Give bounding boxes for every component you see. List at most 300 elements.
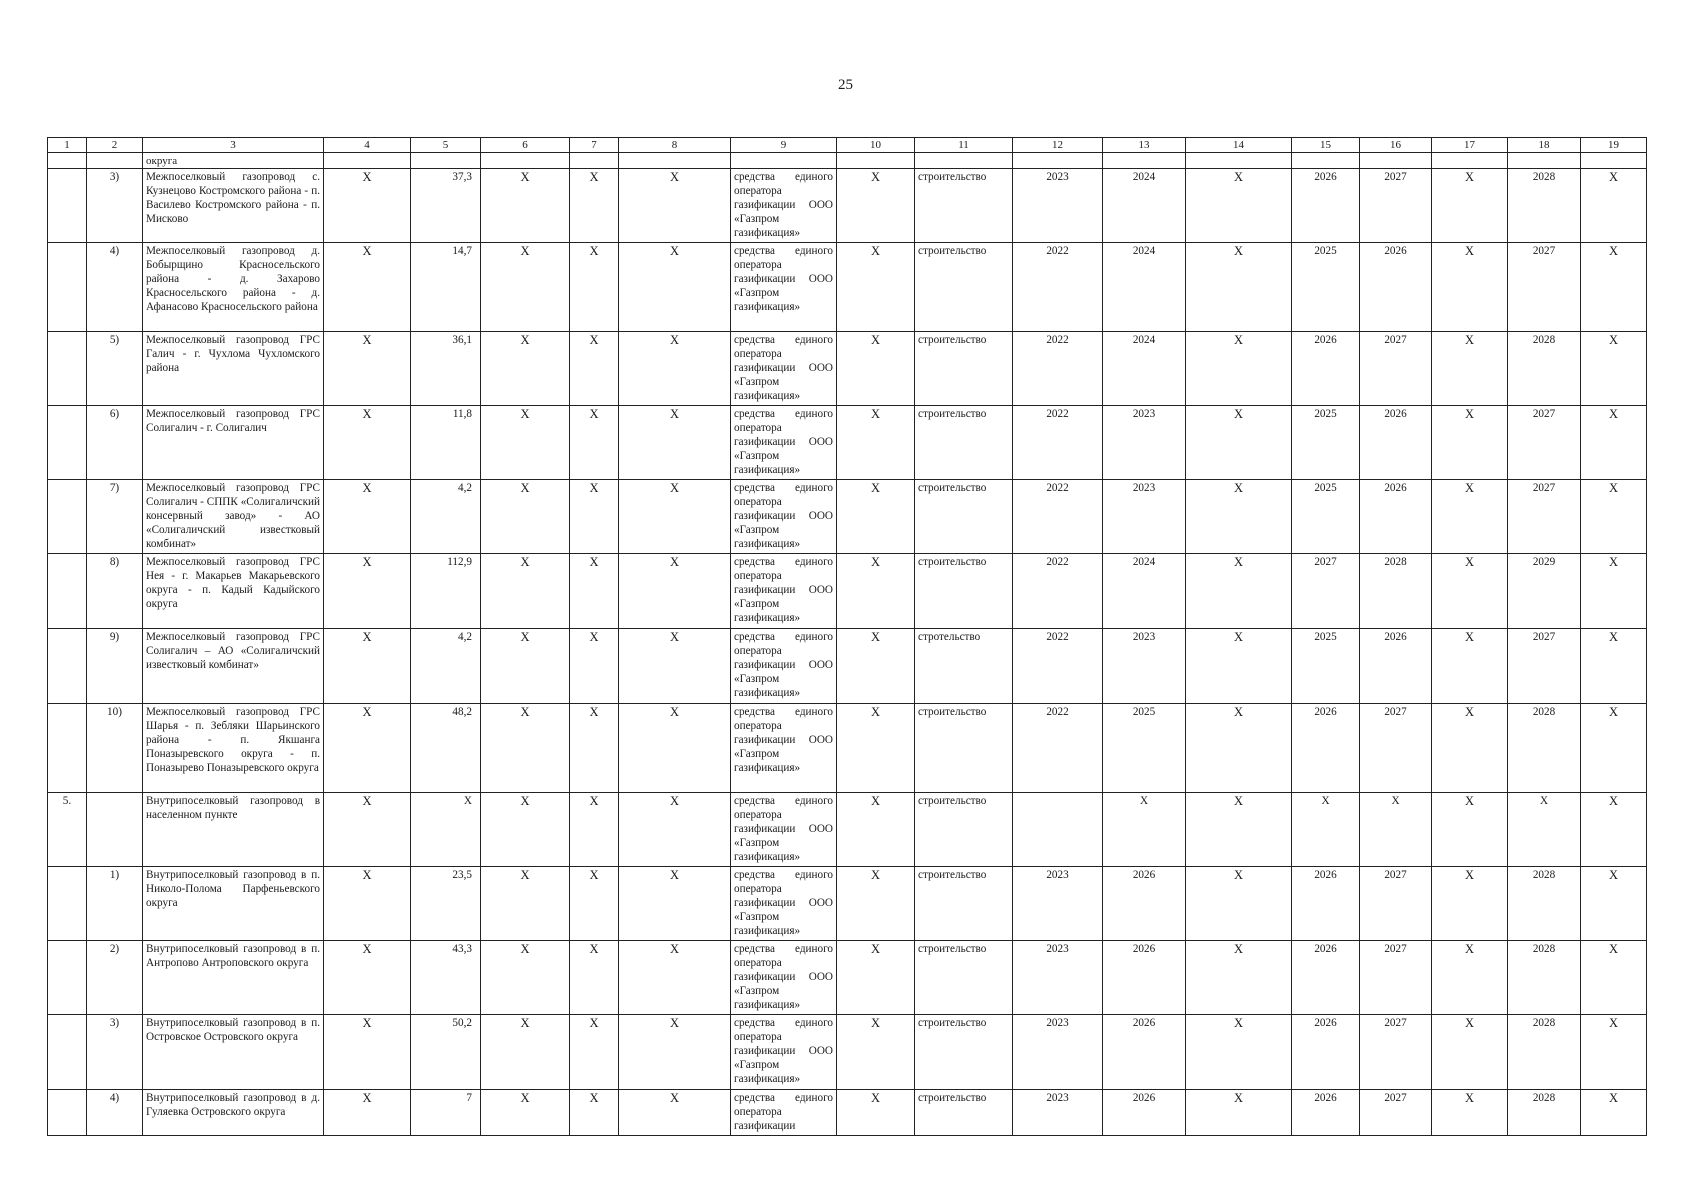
table-cell-col-7: Х (570, 941, 619, 1015)
table-cell-col-14: Х (1186, 554, 1292, 629)
table-row (48, 629, 1647, 704)
continuation-cell-14 (1186, 153, 1292, 169)
table-cell-col-19: Х (1581, 941, 1647, 1015)
table-cell-col-5: 23,5 (411, 867, 481, 941)
table-cell-col-11: строительство (915, 941, 1013, 1015)
table-cell-col-7: Х (570, 867, 619, 941)
table-cell-col-2: 2) (87, 941, 143, 1015)
table-cell-col-9: средства единого оператора газификации ООО «Газпром газификация» (731, 941, 837, 1015)
table-cell-col-12: 2023 (1013, 867, 1103, 941)
table-cell-col-4: Х (324, 243, 411, 332)
table-cell-col-10: Х (837, 867, 915, 941)
table-cell-col-11: строительство (915, 1015, 1013, 1090)
table-cell-col-18: 2028 (1508, 1015, 1581, 1090)
table-cell-col-12: 2022 (1013, 480, 1103, 554)
table-cell-col-7: Х (570, 243, 619, 332)
table-cell-col-6: Х (481, 704, 570, 793)
table-cell-col-12: 2022 (1013, 704, 1103, 793)
table-cell-col-18: 2028 (1508, 332, 1581, 406)
table-cell-col-7: Х (570, 1015, 619, 1090)
table-cell-col-15: 2025 (1292, 406, 1360, 480)
table-row (48, 406, 1647, 480)
table-cell-col-16: 2028 (1360, 554, 1432, 629)
table-cell-col-5: Х (411, 793, 481, 867)
table-cell-col-4: Х (324, 480, 411, 554)
table-row (48, 169, 1647, 243)
table-cell-col-15: 2025 (1292, 629, 1360, 704)
table-cell-col-15: 2025 (1292, 243, 1360, 332)
continuation-cell-17 (1432, 153, 1508, 169)
column-header-5: 5 (411, 138, 481, 153)
table-cell-col-14: Х (1186, 941, 1292, 1015)
table-cell-col-19: Х (1581, 480, 1647, 554)
continuation-cell-3: округа (143, 153, 324, 169)
column-header-12: 12 (1013, 138, 1103, 153)
table-cell-col-13: 2023 (1103, 480, 1186, 554)
table-cell-col-1 (48, 554, 87, 629)
table-cell-col-5: 36,1 (411, 332, 481, 406)
table-cell-col-2: 9) (87, 629, 143, 704)
column-header-15: 15 (1292, 138, 1360, 153)
continuation-cell-15 (1292, 153, 1360, 169)
table-cell-col-7: Х (570, 629, 619, 704)
table-cell-col-1 (48, 169, 87, 243)
table-cell-col-2: 6) (87, 406, 143, 480)
table-cell-col-16: 2027 (1360, 169, 1432, 243)
table-cell-col-17: Х (1432, 629, 1508, 704)
continuation-cell-10 (837, 153, 915, 169)
table-cell-col-9: средства единого оператора газификации ООО «Газпром газификация» (731, 406, 837, 480)
table-cell-col-17: Х (1432, 941, 1508, 1015)
table-cell-col-11: строительство (915, 406, 1013, 480)
table-cell-col-6: Х (481, 554, 570, 629)
table-cell-col-3: Внутрипоселковый газопровод в п. Антропово Антроповского округа (143, 941, 324, 1015)
table-cell-col-19: Х (1581, 1015, 1647, 1090)
continuation-cell-4 (324, 153, 411, 169)
table-cell-col-6: Х (481, 169, 570, 243)
table-cell-col-9: средства единого оператора газификации ООО «Газпром газификация» (731, 1015, 837, 1090)
table-cell-col-5: 43,3 (411, 941, 481, 1015)
continuation-cell-5 (411, 153, 481, 169)
table-cell-col-12: 2023 (1013, 1090, 1103, 1136)
table-cell-col-11: строительство (915, 554, 1013, 629)
table-cell-col-3: Внутрипоселковый газопровод в населенном пункте (143, 793, 324, 867)
table-cell-col-8: Х (619, 867, 731, 941)
table-cell-col-2: 10) (87, 704, 143, 793)
table-cell-col-1 (48, 243, 87, 332)
table-cell-col-3: Межпоселковый газопровод ГРС Галич - г. Чухлома Чухломского района (143, 332, 324, 406)
table-cell-col-5: 11,8 (411, 406, 481, 480)
table-cell-col-10: Х (837, 332, 915, 406)
table-cell-col-15: Х (1292, 793, 1360, 867)
table-cell-col-14: Х (1186, 793, 1292, 867)
column-header-1: 1 (48, 138, 87, 153)
column-header-13: 13 (1103, 138, 1186, 153)
table-cell-col-17: Х (1432, 793, 1508, 867)
table-cell-col-2: 1) (87, 867, 143, 941)
table-cell-col-9: средства единого оператора газификации ООО «Газпром газификация» (731, 867, 837, 941)
header-row (48, 138, 1647, 153)
table-cell-col-17: Х (1432, 243, 1508, 332)
table-cell-col-15: 2026 (1292, 1090, 1360, 1136)
table-row (48, 554, 1647, 629)
table-cell-col-9: средства единого оператора газификации ООО «Газпром газификация» (731, 480, 837, 554)
table-cell-col-10: Х (837, 554, 915, 629)
table-cell-col-4: Х (324, 793, 411, 867)
table-cell-col-7: Х (570, 332, 619, 406)
table-cell-col-3: Внутрипоселковый газопровод в п. Николо-Полома Парфеньевского округа (143, 867, 324, 941)
table-cell-col-8: Х (619, 332, 731, 406)
table-cell-col-17: Х (1432, 704, 1508, 793)
continuation-cell-1 (48, 153, 87, 169)
column-header-18: 18 (1508, 138, 1581, 153)
table-cell-col-3: Межпоселковый газопровод ГРС Солигалич - СППК «Солигаличский консервный завод» - АО «Солигаличский известковый комбинат» (143, 480, 324, 554)
table-cell-col-13: 2026 (1103, 1090, 1186, 1136)
table-cell-col-18: 2028 (1508, 1090, 1581, 1136)
table-cell-col-1 (48, 480, 87, 554)
table-cell-col-8: Х (619, 169, 731, 243)
continuation-cell-8 (619, 153, 731, 169)
continuation-cell-12 (1013, 153, 1103, 169)
table-cell-col-9: средства единого оператора газификации ООО «Газпром газификация» (731, 629, 837, 704)
table-cell-col-1 (48, 941, 87, 1015)
table-cell-col-7: Х (570, 1090, 619, 1136)
table-cell-col-4: Х (324, 1090, 411, 1136)
table-cell-col-8: Х (619, 793, 731, 867)
table-row (48, 941, 1647, 1015)
table-cell-col-2: 8) (87, 554, 143, 629)
table-cell-col-10: Х (837, 941, 915, 1015)
table-cell-col-17: Х (1432, 169, 1508, 243)
table-cell-col-19: Х (1581, 1090, 1647, 1136)
table-cell-col-19: Х (1581, 243, 1647, 332)
table-cell-col-6: Х (481, 480, 570, 554)
table-row (48, 480, 1647, 554)
table-body (48, 138, 1647, 1136)
table-cell-col-3: Межпоселковый газопровод ГРС Шарья - п. Зебляки Шарьинского района - п. Якшанга Поназыревского округа - п. Поназырево Поназыревского округа (143, 704, 324, 793)
table-cell-col-8: Х (619, 554, 731, 629)
column-header-6: 6 (481, 138, 570, 153)
column-header-16: 16 (1360, 138, 1432, 153)
table-cell-col-17: Х (1432, 406, 1508, 480)
table-cell-col-1 (48, 1090, 87, 1136)
table-cell-col-12: 2022 (1013, 243, 1103, 332)
table-cell-col-15: 2026 (1292, 169, 1360, 243)
table-cell-col-15: 2025 (1292, 480, 1360, 554)
table-cell-col-1 (48, 332, 87, 406)
table-row (48, 704, 1647, 793)
table-cell-col-13: 2024 (1103, 554, 1186, 629)
column-header-8: 8 (619, 138, 731, 153)
table-cell-col-5: 4,2 (411, 629, 481, 704)
table-cell-col-1: 5. (48, 793, 87, 867)
table-cell-col-14: Х (1186, 629, 1292, 704)
table-cell-col-6: Х (481, 1015, 570, 1090)
table-cell-col-3: Межпоселковый газопровод ГРС Солигалич - г. Солигалич (143, 406, 324, 480)
table-cell-col-18: 2028 (1508, 941, 1581, 1015)
table-cell-col-1 (48, 704, 87, 793)
table-cell-col-3: Внутрипоселковый газопровод в п. Островское Островского округа (143, 1015, 324, 1090)
table-cell-col-15: 2026 (1292, 332, 1360, 406)
table-cell-col-16: 2027 (1360, 941, 1432, 1015)
table-cell-col-6: Х (481, 1090, 570, 1136)
table-cell-col-13: 2024 (1103, 169, 1186, 243)
table-cell-col-11: строительство (915, 704, 1013, 793)
table-cell-col-19: Х (1581, 406, 1647, 480)
table-cell-col-6: Х (481, 941, 570, 1015)
table-cell-col-16: Х (1360, 793, 1432, 867)
table-cell-col-8: Х (619, 406, 731, 480)
table-cell-col-5: 112,9 (411, 554, 481, 629)
table-cell-col-18: 2028 (1508, 704, 1581, 793)
table-cell-col-4: Х (324, 332, 411, 406)
table-cell-col-1 (48, 406, 87, 480)
table-cell-col-1 (48, 1015, 87, 1090)
table-cell-col-4: Х (324, 941, 411, 1015)
table-cell-col-15: 2026 (1292, 704, 1360, 793)
table-cell-col-18: 2027 (1508, 480, 1581, 554)
table-cell-col-2 (87, 793, 143, 867)
table-cell-col-16: 2026 (1360, 243, 1432, 332)
table-cell-col-16: 2026 (1360, 629, 1432, 704)
column-header-14: 14 (1186, 138, 1292, 153)
column-header-11: 11 (915, 138, 1013, 153)
column-header-4: 4 (324, 138, 411, 153)
table-cell-col-6: Х (481, 243, 570, 332)
table-cell-col-13: 2025 (1103, 704, 1186, 793)
table-cell-col-18: 2027 (1508, 629, 1581, 704)
table-cell-col-6: Х (481, 793, 570, 867)
table-cell-col-18: 2027 (1508, 406, 1581, 480)
table-cell-col-19: Х (1581, 332, 1647, 406)
table-cell-col-11: строительство (915, 793, 1013, 867)
table-cell-col-9: средства единого оператора газификации ООО «Газпром газификация» (731, 243, 837, 332)
table-cell-col-19: Х (1581, 169, 1647, 243)
table-cell-col-8: Х (619, 480, 731, 554)
table-cell-col-16: 2027 (1360, 332, 1432, 406)
table-cell-col-13: 2023 (1103, 629, 1186, 704)
table-cell-col-1 (48, 867, 87, 941)
table-cell-col-6: Х (481, 867, 570, 941)
table-cell-col-14: Х (1186, 169, 1292, 243)
table-cell-col-13: Х (1103, 793, 1186, 867)
table-cell-col-11: строительство (915, 169, 1013, 243)
table-cell-col-2: 4) (87, 243, 143, 332)
table-cell-col-9: средства единого оператора газификации ООО «Газпром газификация» (731, 793, 837, 867)
table-cell-col-8: Х (619, 704, 731, 793)
table-cell-col-10: Х (837, 704, 915, 793)
table-cell-col-2: 3) (87, 1015, 143, 1090)
table-cell-col-10: Х (837, 793, 915, 867)
table-cell-col-13: 2026 (1103, 867, 1186, 941)
table-cell-col-3: Межпоселковый газопровод с. Кузнецово Костромского района - п. Василево Костромского района - п. Мисково (143, 169, 324, 243)
table-cell-col-10: Х (837, 169, 915, 243)
table-cell-col-14: Х (1186, 243, 1292, 332)
table-cell-col-9: средства единого оператора газификации ООО «Газпром газификация» (731, 704, 837, 793)
table-cell-col-4: Х (324, 867, 411, 941)
table-cell-col-14: Х (1186, 1090, 1292, 1136)
table-cell-col-5: 37,3 (411, 169, 481, 243)
table-cell-col-2: 3) (87, 169, 143, 243)
table-cell-col-16: 2027 (1360, 867, 1432, 941)
table-cell-col-1 (48, 629, 87, 704)
table-cell-col-3: Межпоселковый газопровод ГРС Солигалич – АО «Солигаличский известковый комбинат» (143, 629, 324, 704)
table-row (48, 332, 1647, 406)
table-cell-col-10: Х (837, 406, 915, 480)
continuation-cell-13 (1103, 153, 1186, 169)
table-cell-col-5: 50,2 (411, 1015, 481, 1090)
page-number: 25 (838, 77, 853, 93)
table-cell-col-19: Х (1581, 793, 1647, 867)
table-cell-col-6: Х (481, 332, 570, 406)
continuation-cell-7 (570, 153, 619, 169)
continuation-cell-9 (731, 153, 837, 169)
table-cell-col-9: средства единого оператора газификации ООО «Газпром газификация» (731, 169, 837, 243)
table-row (48, 1015, 1647, 1090)
table-cell-col-10: Х (837, 243, 915, 332)
table-cell-col-2: 5) (87, 332, 143, 406)
column-header-2: 2 (87, 138, 143, 153)
table-cell-col-11: строительство (915, 243, 1013, 332)
table-cell-col-16: 2027 (1360, 704, 1432, 793)
table-cell-col-5: 4,2 (411, 480, 481, 554)
table-cell-col-4: Х (324, 169, 411, 243)
gas-pipeline-table (47, 137, 1647, 1136)
table-cell-col-9: средства единого оператора газификации ООО «Газпром газификация» (731, 332, 837, 406)
table-row (48, 867, 1647, 941)
table-cell-col-13: 2026 (1103, 941, 1186, 1015)
table-cell-col-17: Х (1432, 1015, 1508, 1090)
table-cell-col-7: Х (570, 406, 619, 480)
table-cell-col-8: Х (619, 1090, 731, 1136)
table-cell-col-9: средства единого оператора газификации (731, 1090, 837, 1136)
table-cell-col-4: Х (324, 704, 411, 793)
table-cell-col-2: 7) (87, 480, 143, 554)
table-cell-col-14: Х (1186, 867, 1292, 941)
table-cell-col-11: строительство (915, 480, 1013, 554)
table-cell-col-17: Х (1432, 332, 1508, 406)
table-cell-col-12: 2022 (1013, 332, 1103, 406)
table-cell-col-7: Х (570, 793, 619, 867)
continuation-cell-6 (481, 153, 570, 169)
table-cell-col-4: Х (324, 1015, 411, 1090)
table-cell-col-13: 2024 (1103, 332, 1186, 406)
table-cell-col-11: строительство (915, 1090, 1013, 1136)
table-cell-col-18: 2028 (1508, 169, 1581, 243)
table-cell-col-5: 48,2 (411, 704, 481, 793)
table-cell-col-8: Х (619, 1015, 731, 1090)
table-cell-col-16: 2027 (1360, 1090, 1432, 1136)
table-cell-col-11: стротельство (915, 629, 1013, 704)
table-cell-col-12: 2023 (1013, 1015, 1103, 1090)
table-cell-col-19: Х (1581, 554, 1647, 629)
table-cell-col-14: Х (1186, 1015, 1292, 1090)
continuation-cell-16 (1360, 153, 1432, 169)
table-cell-col-17: Х (1432, 554, 1508, 629)
table-cell-col-4: Х (324, 406, 411, 480)
table-cell-col-6: Х (481, 406, 570, 480)
table-cell-col-12: 2022 (1013, 629, 1103, 704)
table-cell-col-3: Внутрипоселковый газопровод в д. Гуляевка Островского округа (143, 1090, 324, 1136)
table-cell-col-12: 2022 (1013, 554, 1103, 629)
table-cell-col-12: 2023 (1013, 169, 1103, 243)
table-cell-col-9: средства единого оператора газификации ООО «Газпром газификация» (731, 554, 837, 629)
continuation-row (48, 153, 1647, 169)
table-cell-col-19: Х (1581, 629, 1647, 704)
table-cell-col-14: Х (1186, 406, 1292, 480)
continuation-cell-2 (87, 153, 143, 169)
table-cell-col-5: 7 (411, 1090, 481, 1136)
table-cell-col-11: строительство (915, 867, 1013, 941)
table-cell-col-4: Х (324, 629, 411, 704)
table-cell-col-12: 2022 (1013, 406, 1103, 480)
table-cell-col-15: 2026 (1292, 941, 1360, 1015)
table-cell-col-13: 2023 (1103, 406, 1186, 480)
table-cell-col-7: Х (570, 704, 619, 793)
table-cell-col-4: Х (324, 554, 411, 629)
table-row (48, 243, 1647, 332)
table-cell-col-10: Х (837, 1015, 915, 1090)
table-cell-col-17: Х (1432, 480, 1508, 554)
table-cell-col-19: Х (1581, 867, 1647, 941)
table-cell-col-17: Х (1432, 1090, 1508, 1136)
table-cell-col-6: Х (481, 629, 570, 704)
column-header-10: 10 (837, 138, 915, 153)
table-cell-col-12 (1013, 793, 1103, 867)
table-cell-col-13: 2026 (1103, 1015, 1186, 1090)
table-cell-col-10: Х (837, 1090, 915, 1136)
table-row (48, 1090, 1647, 1136)
column-header-9: 9 (731, 138, 837, 153)
table-cell-col-7: Х (570, 554, 619, 629)
column-header-3: 3 (143, 138, 324, 153)
table-cell-col-17: Х (1432, 867, 1508, 941)
table-cell-col-14: Х (1186, 480, 1292, 554)
table-cell-col-7: Х (570, 169, 619, 243)
table-cell-col-12: 2023 (1013, 941, 1103, 1015)
table-cell-col-3: Межпоселковый газопровод ГРС Нея - г. Макарьев Макарьевского округа - п. Кадый Кадыйского округа (143, 554, 324, 629)
table-cell-col-15: 2026 (1292, 1015, 1360, 1090)
table-cell-col-15: 2026 (1292, 867, 1360, 941)
table-cell-col-13: 2024 (1103, 243, 1186, 332)
continuation-cell-11 (915, 153, 1013, 169)
table-cell-col-18: Х (1508, 793, 1581, 867)
continuation-cell-19 (1581, 153, 1647, 169)
table-cell-col-15: 2027 (1292, 554, 1360, 629)
column-header-19: 19 (1581, 138, 1647, 153)
table-cell-col-10: Х (837, 480, 915, 554)
table-cell-col-14: Х (1186, 332, 1292, 406)
table-cell-col-14: Х (1186, 704, 1292, 793)
table-cell-col-19: Х (1581, 704, 1647, 793)
column-header-7: 7 (570, 138, 619, 153)
table-cell-col-8: Х (619, 629, 731, 704)
table-cell-col-18: 2027 (1508, 243, 1581, 332)
table-cell-col-8: Х (619, 243, 731, 332)
table-row (48, 793, 1647, 867)
table-cell-col-18: 2029 (1508, 554, 1581, 629)
table-cell-col-8: Х (619, 941, 731, 1015)
table-cell-col-16: 2026 (1360, 480, 1432, 554)
table-cell-col-3: Межпоселковый газопровод д. Бобырщино Красносельского района - д. Захарово Красносельского района - д. Афанасово Красносельского района (143, 243, 324, 332)
column-header-17: 17 (1432, 138, 1508, 153)
table-cell-col-16: 2026 (1360, 406, 1432, 480)
table-cell-col-16: 2027 (1360, 1015, 1432, 1090)
table-cell-col-18: 2028 (1508, 867, 1581, 941)
continuation-cell-18 (1508, 153, 1581, 169)
table-cell-col-11: строительство (915, 332, 1013, 406)
table-cell-col-5: 14,7 (411, 243, 481, 332)
